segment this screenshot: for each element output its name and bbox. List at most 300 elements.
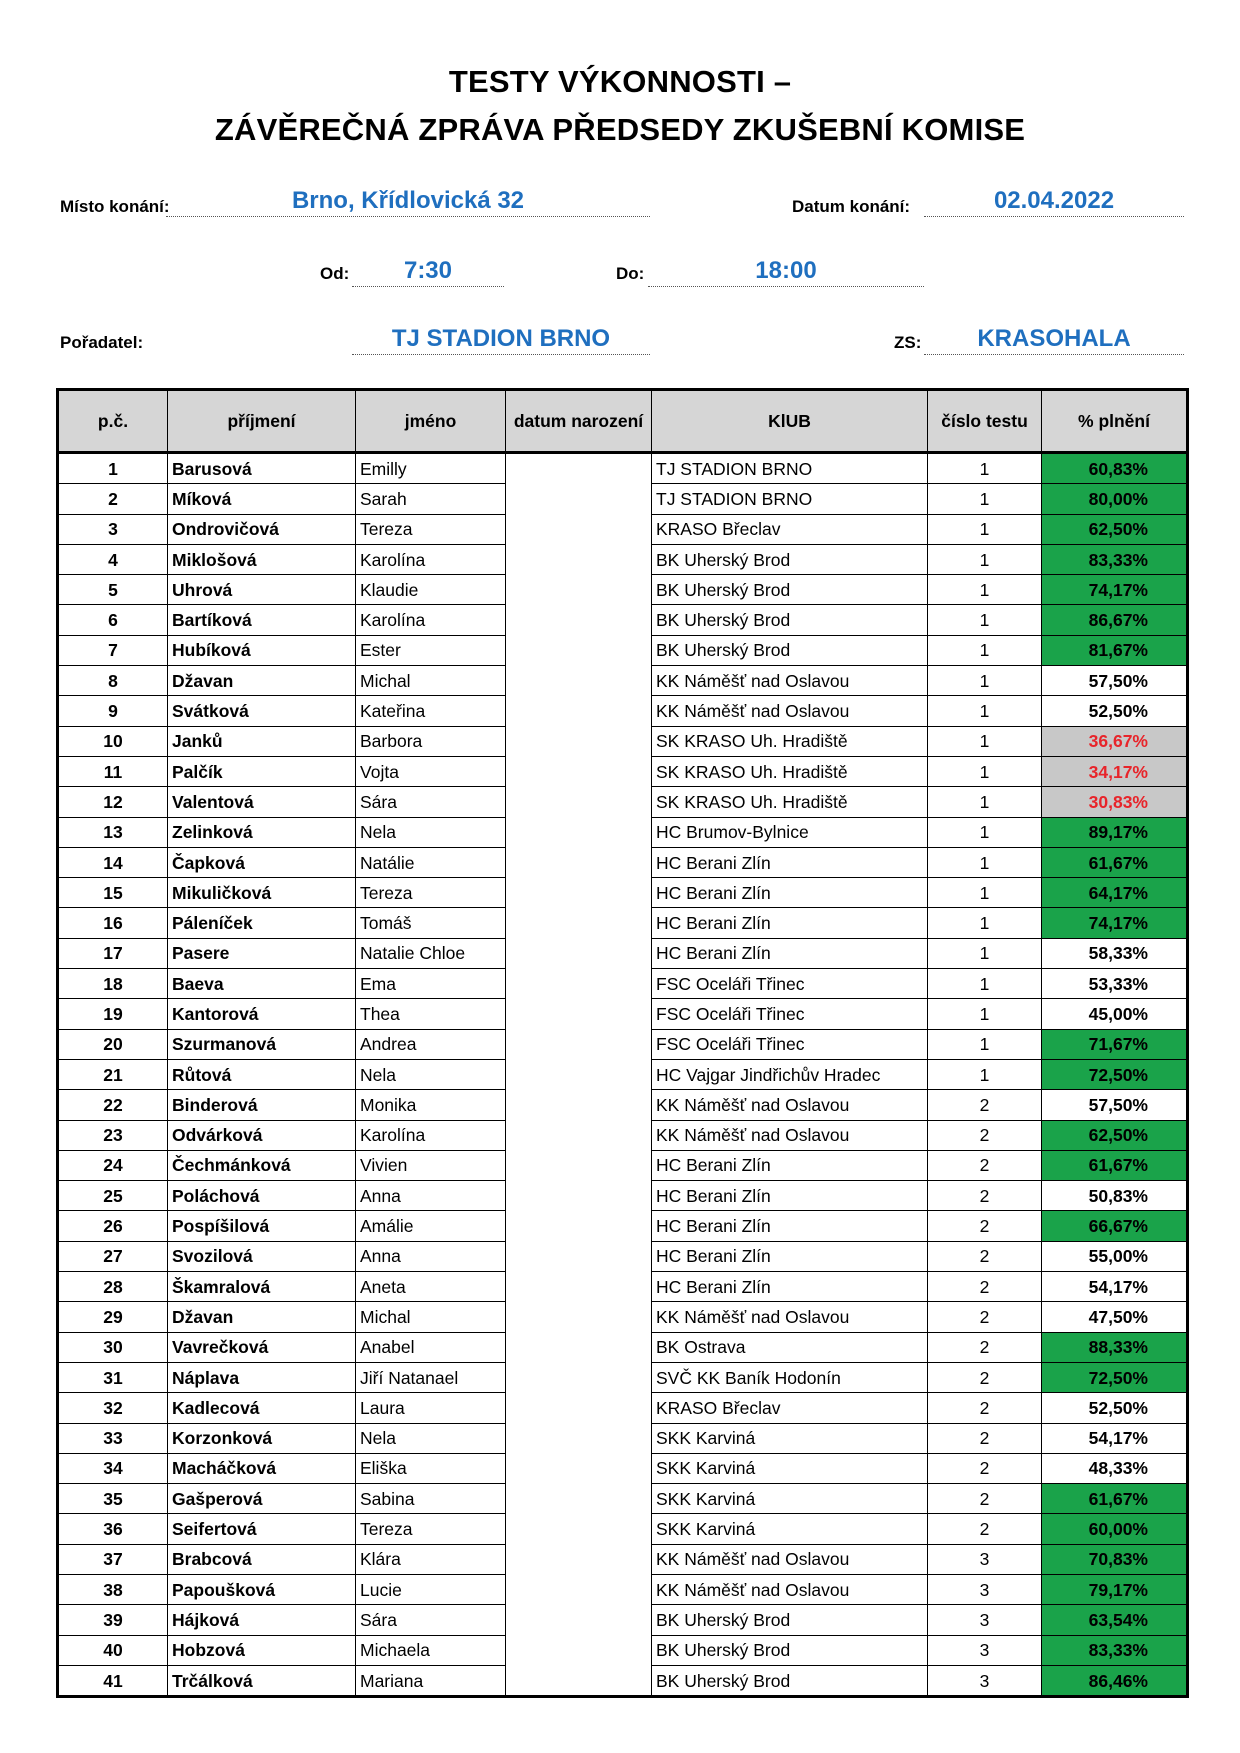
row-birthdate: [506, 635, 652, 665]
table-row: [58, 453, 1188, 484]
header-club: KlUB: [652, 390, 928, 453]
table-row: [58, 847, 1188, 877]
row-number: 33: [58, 1423, 168, 1453]
table-row: [58, 1423, 1188, 1453]
row-percent: 60,83%: [1042, 453, 1188, 484]
row-name: Vojta: [356, 756, 506, 786]
row-percent: 83,33%: [1042, 544, 1188, 574]
row-test-number: 1: [928, 635, 1042, 665]
row-club: BK Uherský Brod: [652, 575, 928, 605]
row-surname: Gašperová: [168, 1484, 356, 1514]
document-title-line2: ZÁVĚREČNÁ ZPRÁVA PŘEDSEDY ZKUŠEBNÍ KOMISE: [214, 112, 1026, 147]
row-surname: Svozilová: [168, 1241, 356, 1271]
row-club: SK KRASO Uh. Hradiště: [652, 787, 928, 817]
row-club: SK KRASO Uh. Hradiště: [652, 756, 928, 786]
table-row: [58, 1484, 1188, 1514]
row-number: 29: [58, 1302, 168, 1332]
row-number: 31: [58, 1362, 168, 1392]
row-test-number: 2: [928, 1514, 1042, 1544]
row-club: KK Náměšť nad Oslavou: [652, 666, 928, 696]
row-percent: 81,67%: [1042, 635, 1188, 665]
row-surname: Ondrovičová: [168, 514, 356, 544]
row-name: Michaela: [356, 1635, 506, 1665]
table-row: [58, 999, 1188, 1029]
row-club: HC Berani Zlín: [652, 1241, 928, 1271]
row-club: HC Berani Zlín: [652, 1272, 928, 1302]
row-birthdate: [506, 453, 652, 484]
row-club: BK Ostrava: [652, 1332, 928, 1362]
organizer-value: TJ STADION BRNO: [352, 324, 650, 355]
row-birthdate: [506, 1484, 652, 1514]
row-surname: Náplava: [168, 1362, 356, 1392]
header-name: jméno: [356, 390, 506, 453]
row-name: Vivien: [356, 1150, 506, 1180]
row-club: KK Náměšť nad Oslavou: [652, 1544, 928, 1574]
row-number: 38: [58, 1574, 168, 1604]
row-birthdate: [506, 969, 652, 999]
row-name: Barbora: [356, 726, 506, 756]
row-club: HC Berani Zlín: [652, 878, 928, 908]
row-test-number: 3: [928, 1635, 1042, 1665]
row-birthdate: [506, 484, 652, 514]
table-row: [58, 696, 1188, 726]
row-percent: 57,50%: [1042, 1090, 1188, 1120]
row-percent: 54,17%: [1042, 1423, 1188, 1453]
row-birthdate: [506, 1241, 652, 1271]
row-name: Tereza: [356, 878, 506, 908]
table-row: [58, 908, 1188, 938]
row-percent: 45,00%: [1042, 999, 1188, 1029]
row-club: FSC Oceláři Třinec: [652, 1029, 928, 1059]
row-number: 1: [58, 453, 168, 484]
row-birthdate: [506, 1635, 652, 1665]
row-percent: 74,17%: [1042, 575, 1188, 605]
row-club: KK Náměšť nad Oslavou: [652, 1120, 928, 1150]
row-birthdate: [506, 605, 652, 635]
row-surname: Kadlecová: [168, 1393, 356, 1423]
table-row: [58, 1059, 1188, 1089]
row-percent: 47,50%: [1042, 1302, 1188, 1332]
from-label: Od:: [320, 264, 350, 283]
table-row: [58, 1029, 1188, 1059]
row-name: Amálie: [356, 1211, 506, 1241]
row-club: SKK Karviná: [652, 1423, 928, 1453]
row-surname: Pasere: [168, 938, 356, 968]
row-percent: 34,17%: [1042, 756, 1188, 786]
row-percent: 55,00%: [1042, 1241, 1188, 1271]
row-club: FSC Oceláři Třinec: [652, 969, 928, 999]
row-percent: 83,33%: [1042, 1635, 1188, 1665]
row-number: 3: [58, 514, 168, 544]
row-percent: 61,67%: [1042, 847, 1188, 877]
row-surname: Džavan: [168, 1302, 356, 1332]
row-name: Sára: [356, 787, 506, 817]
row-number: 13: [58, 817, 168, 847]
place-value: Brno, Křídlovická 32: [166, 186, 650, 217]
row-surname: Poláchová: [168, 1181, 356, 1211]
row-number: 39: [58, 1605, 168, 1635]
row-number: 37: [58, 1544, 168, 1574]
row-test-number: 2: [928, 1362, 1042, 1392]
row-number: 6: [58, 605, 168, 635]
row-club: BK Uherský Brod: [652, 1605, 928, 1635]
row-surname: Papoušková: [168, 1574, 356, 1604]
row-number: 27: [58, 1241, 168, 1271]
row-number: 24: [58, 1150, 168, 1180]
row-birthdate: [506, 1423, 652, 1453]
row-birthdate: [506, 1544, 652, 1574]
row-surname: Seifertová: [168, 1514, 356, 1544]
table-row: [58, 1120, 1188, 1150]
table-row: [58, 1332, 1188, 1362]
row-name: Anabel: [356, 1332, 506, 1362]
row-percent: 50,83%: [1042, 1181, 1188, 1211]
row-birthdate: [506, 787, 652, 817]
row-name: Nela: [356, 1423, 506, 1453]
table-row: [58, 575, 1188, 605]
row-name: Klára: [356, 1544, 506, 1574]
row-birthdate: [506, 908, 652, 938]
from-value: 7:30: [352, 256, 504, 287]
row-surname: Trčálková: [168, 1665, 356, 1696]
row-percent: 70,83%: [1042, 1544, 1188, 1574]
table-row: [58, 484, 1188, 514]
row-name: Laura: [356, 1393, 506, 1423]
document-title-line1: TESTY VÝKONNOSTI –: [448, 64, 792, 99]
row-number: 30: [58, 1332, 168, 1362]
row-surname: Szurmanová: [168, 1029, 356, 1059]
table-header-row: [58, 390, 1188, 453]
row-number: 21: [58, 1059, 168, 1089]
row-birthdate: [506, 544, 652, 574]
row-surname: Džavan: [168, 666, 356, 696]
row-test-number: 1: [928, 878, 1042, 908]
row-number: 22: [58, 1090, 168, 1120]
row-test-number: 3: [928, 1605, 1042, 1635]
table-row: [58, 1453, 1188, 1483]
row-club: SVČ KK Baník Hodonín: [652, 1362, 928, 1392]
row-surname: Binderová: [168, 1090, 356, 1120]
row-club: SKK Karviná: [652, 1484, 928, 1514]
row-club: KK Náměšť nad Oslavou: [652, 1574, 928, 1604]
row-test-number: 1: [928, 696, 1042, 726]
table-row: [58, 969, 1188, 999]
row-percent: 48,33%: [1042, 1453, 1188, 1483]
row-club: HC Berani Zlín: [652, 1181, 928, 1211]
place-label: Místo konání:: [60, 197, 170, 216]
row-birthdate: [506, 756, 652, 786]
row-number: 12: [58, 787, 168, 817]
row-test-number: 2: [928, 1241, 1042, 1271]
row-number: 36: [58, 1514, 168, 1544]
row-name: Klaudie: [356, 575, 506, 605]
table-row: [58, 1544, 1188, 1574]
row-birthdate: [506, 847, 652, 877]
table-row: [58, 514, 1188, 544]
row-percent: 63,54%: [1042, 1605, 1188, 1635]
row-name: Tereza: [356, 514, 506, 544]
table-row: [58, 1090, 1188, 1120]
date-value: 02.04.2022: [924, 186, 1184, 217]
row-number: 4: [58, 544, 168, 574]
row-birthdate: [506, 1272, 652, 1302]
row-surname: Kantorová: [168, 999, 356, 1029]
row-club: TJ STADION BRNO: [652, 484, 928, 514]
row-birthdate: [506, 1665, 652, 1696]
row-test-number: 1: [928, 484, 1042, 514]
row-name: Tomáš: [356, 908, 506, 938]
row-name: Jiří Natanael: [356, 1362, 506, 1392]
row-test-number: 2: [928, 1302, 1042, 1332]
row-surname: Hájková: [168, 1605, 356, 1635]
row-percent: 62,50%: [1042, 514, 1188, 544]
row-percent: 80,00%: [1042, 484, 1188, 514]
row-name: Monika: [356, 1090, 506, 1120]
row-name: Michal: [356, 1302, 506, 1332]
row-test-number: 2: [928, 1453, 1042, 1483]
row-birthdate: [506, 696, 652, 726]
row-birthdate: [506, 817, 652, 847]
row-name: Michal: [356, 666, 506, 696]
row-number: 40: [58, 1635, 168, 1665]
to-label: Do:: [616, 264, 645, 283]
row-birthdate: [506, 1393, 652, 1423]
row-birthdate: [506, 938, 652, 968]
table-row: [58, 1181, 1188, 1211]
row-name: Sarah: [356, 484, 506, 514]
row-surname: Škamralová: [168, 1272, 356, 1302]
row-percent: 74,17%: [1042, 908, 1188, 938]
row-surname: Mikuličková: [168, 878, 356, 908]
row-number: 19: [58, 999, 168, 1029]
row-birthdate: [506, 1332, 652, 1362]
row-number: 15: [58, 878, 168, 908]
row-percent: 53,33%: [1042, 969, 1188, 999]
row-surname: Svátková: [168, 696, 356, 726]
row-club: BK Uherský Brod: [652, 635, 928, 665]
row-club: TJ STADION BRNO: [652, 453, 928, 484]
row-name: Tereza: [356, 1514, 506, 1544]
row-test-number: 1: [928, 544, 1042, 574]
row-percent: 60,00%: [1042, 1514, 1188, 1544]
row-name: Nela: [356, 1059, 506, 1089]
row-number: 11: [58, 756, 168, 786]
row-birthdate: [506, 1150, 652, 1180]
row-club: SKK Karviná: [652, 1514, 928, 1544]
row-name: Emilly: [356, 453, 506, 484]
row-surname: Odvárková: [168, 1120, 356, 1150]
row-number: 41: [58, 1665, 168, 1696]
row-name: Natálie: [356, 847, 506, 877]
row-club: KK Náměšť nad Oslavou: [652, 1090, 928, 1120]
row-percent: 79,17%: [1042, 1574, 1188, 1604]
row-name: Karolína: [356, 544, 506, 574]
row-test-number: 1: [928, 1029, 1042, 1059]
table-row: [58, 1272, 1188, 1302]
table-row: [58, 605, 1188, 635]
header-number: p.č.: [58, 390, 168, 453]
row-number: 10: [58, 726, 168, 756]
row-club: KRASO Břeclav: [652, 1393, 928, 1423]
organizer-label: Pořadatel:: [60, 333, 144, 352]
row-club: BK Uherský Brod: [652, 1665, 928, 1696]
row-test-number: 1: [928, 999, 1042, 1029]
row-surname: Janků: [168, 726, 356, 756]
row-test-number: 1: [928, 575, 1042, 605]
row-number: 14: [58, 847, 168, 877]
row-birthdate: [506, 1090, 652, 1120]
row-surname: Brabcová: [168, 1544, 356, 1574]
row-name: Anna: [356, 1181, 506, 1211]
row-percent: 72,50%: [1042, 1059, 1188, 1089]
row-surname: Palčík: [168, 756, 356, 786]
row-test-number: 1: [928, 908, 1042, 938]
row-number: 23: [58, 1120, 168, 1150]
row-percent: 30,83%: [1042, 787, 1188, 817]
row-test-number: 3: [928, 1665, 1042, 1696]
zs-label: ZS:: [894, 333, 922, 352]
row-name: Karolína: [356, 1120, 506, 1150]
header-test-number: číslo testu: [928, 390, 1042, 453]
row-number: 35: [58, 1484, 168, 1514]
row-test-number: 1: [928, 726, 1042, 756]
row-club: HC Vajgar Jindřichův Hradec: [652, 1059, 928, 1089]
row-number: 25: [58, 1181, 168, 1211]
row-birthdate: [506, 1362, 652, 1392]
row-test-number: 2: [928, 1120, 1042, 1150]
row-name: Karolína: [356, 605, 506, 635]
row-test-number: 1: [928, 1059, 1042, 1089]
row-name: Andrea: [356, 1029, 506, 1059]
row-test-number: 2: [928, 1484, 1042, 1514]
row-test-number: 2: [928, 1423, 1042, 1453]
row-test-number: 1: [928, 787, 1042, 817]
row-test-number: 1: [928, 666, 1042, 696]
date-label: Datum konání:: [792, 197, 911, 216]
table-row: [58, 726, 1188, 756]
row-birthdate: [506, 999, 652, 1029]
table-row: [58, 544, 1188, 574]
row-name: Mariana: [356, 1665, 506, 1696]
row-percent: 86,67%: [1042, 605, 1188, 635]
row-percent: 62,50%: [1042, 1120, 1188, 1150]
row-surname: Růtová: [168, 1059, 356, 1089]
row-club: KK Náměšť nad Oslavou: [652, 1302, 928, 1332]
row-birthdate: [506, 514, 652, 544]
table-row: [58, 1605, 1188, 1635]
table-row: [58, 1635, 1188, 1665]
row-surname: Baeva: [168, 969, 356, 999]
row-name: Eliška: [356, 1453, 506, 1483]
row-test-number: 2: [928, 1150, 1042, 1180]
row-birthdate: [506, 1181, 652, 1211]
table-row: [58, 1393, 1188, 1423]
row-club: HC Brumov-Bylnice: [652, 817, 928, 847]
row-name: Nela: [356, 817, 506, 847]
row-percent: 89,17%: [1042, 817, 1188, 847]
row-test-number: 1: [928, 817, 1042, 847]
row-surname: Hubíková: [168, 635, 356, 665]
row-surname: Zelinková: [168, 817, 356, 847]
row-surname: Korzonková: [168, 1423, 356, 1453]
table-row: [58, 1302, 1188, 1332]
row-test-number: 2: [928, 1332, 1042, 1362]
table-row: [58, 1362, 1188, 1392]
row-surname: Valentová: [168, 787, 356, 817]
row-name: Ester: [356, 635, 506, 665]
row-name: Kateřina: [356, 696, 506, 726]
row-birthdate: [506, 878, 652, 908]
table-row: [58, 1665, 1188, 1696]
row-birthdate: [506, 1211, 652, 1241]
row-birthdate: [506, 1514, 652, 1544]
row-surname: Čechmánková: [168, 1150, 356, 1180]
row-test-number: 2: [928, 1211, 1042, 1241]
row-number: 20: [58, 1029, 168, 1059]
row-surname: Macháčková: [168, 1453, 356, 1483]
row-percent: 61,67%: [1042, 1484, 1188, 1514]
row-club: BK Uherský Brod: [652, 605, 928, 635]
row-percent: 71,67%: [1042, 1029, 1188, 1059]
row-birthdate: [506, 1029, 652, 1059]
row-birthdate: [506, 1605, 652, 1635]
row-birthdate: [506, 575, 652, 605]
row-test-number: 2: [928, 1272, 1042, 1302]
row-number: 2: [58, 484, 168, 514]
row-surname: Čapková: [168, 847, 356, 877]
row-birthdate: [506, 1574, 652, 1604]
row-name: Ema: [356, 969, 506, 999]
row-name: Thea: [356, 999, 506, 1029]
to-value: 18:00: [648, 256, 924, 287]
row-birthdate: [506, 1120, 652, 1150]
row-birthdate: [506, 1059, 652, 1089]
row-percent: 54,17%: [1042, 1272, 1188, 1302]
table-row: [58, 1150, 1188, 1180]
row-surname: Pospíšilová: [168, 1211, 356, 1241]
results-table: [56, 388, 1189, 1698]
row-birthdate: [506, 1453, 652, 1483]
header-birthdate: datum narození: [506, 390, 652, 453]
row-club: SKK Karviná: [652, 1453, 928, 1483]
row-club: BK Uherský Brod: [652, 1635, 928, 1665]
row-surname: Miklošová: [168, 544, 356, 574]
row-club: KRASO Břeclav: [652, 514, 928, 544]
header-percent: % plnění: [1042, 390, 1188, 453]
row-test-number: 1: [928, 969, 1042, 999]
row-percent: 61,67%: [1042, 1150, 1188, 1180]
row-number: 8: [58, 666, 168, 696]
row-surname: Uhrová: [168, 575, 356, 605]
table-row: [58, 1514, 1188, 1544]
row-club: SK KRASO Uh. Hradiště: [652, 726, 928, 756]
row-test-number: 1: [928, 847, 1042, 877]
zs-value: KRASOHALA: [924, 324, 1184, 355]
row-surname: Vavrečková: [168, 1332, 356, 1362]
table-row: [58, 1211, 1188, 1241]
row-club: KK Náměšť nad Oslavou: [652, 696, 928, 726]
row-percent: 52,50%: [1042, 1393, 1188, 1423]
table-row: [58, 938, 1188, 968]
row-test-number: 2: [928, 1393, 1042, 1423]
table-row: [58, 666, 1188, 696]
row-test-number: 3: [928, 1574, 1042, 1604]
row-number: 18: [58, 969, 168, 999]
row-number: 17: [58, 938, 168, 968]
row-club: HC Berani Zlín: [652, 938, 928, 968]
row-test-number: 1: [928, 514, 1042, 544]
row-percent: 58,33%: [1042, 938, 1188, 968]
